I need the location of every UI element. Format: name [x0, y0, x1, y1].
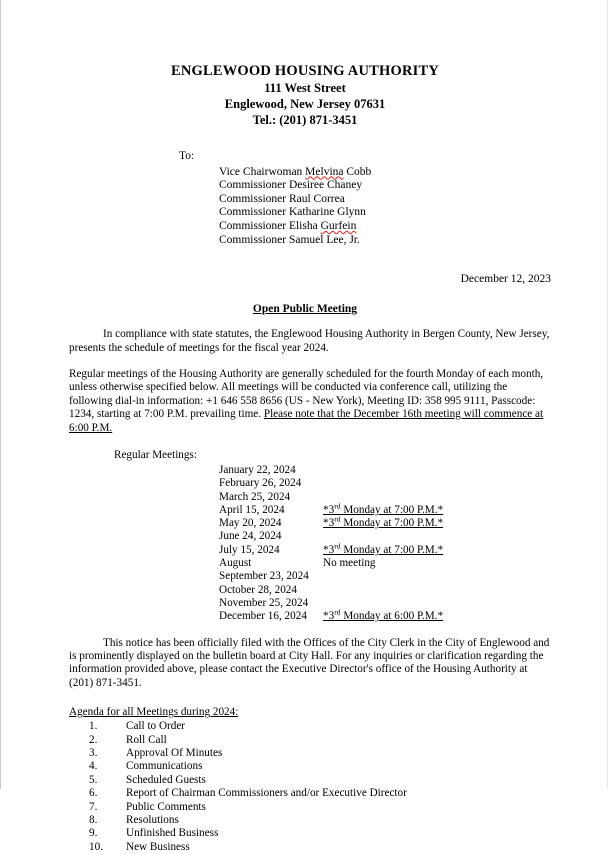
schedule-note-ordinal-suffix: rd — [334, 541, 341, 551]
schedule-note-time: Monday at 7:00 P.M.* — [340, 517, 444, 530]
schedule-note — [323, 477, 443, 490]
agenda-table — [89, 720, 407, 854]
schedule-note-exception — [323, 607, 444, 623]
schedule-date: February 26, 2024 — [219, 477, 302, 490]
schedule-note-prefix: *3 — [323, 503, 335, 516]
schedule-note-exception — [323, 541, 444, 556]
agenda-item-number: 7. — [89, 800, 98, 813]
schedule-row — [219, 544, 443, 557]
agenda-item-label: Scheduled Guests — [126, 773, 206, 786]
agenda-item-number: 10. — [89, 840, 103, 853]
schedule-note-prefix: *3 — [323, 543, 335, 556]
schedule-date: December 16, 2024 — [219, 610, 307, 623]
agenda-item-label: Communications — [126, 760, 203, 773]
agenda-item — [89, 801, 407, 814]
agenda-item — [89, 734, 407, 747]
schedule-note-prefix: *3 — [323, 517, 335, 530]
schedule-note-plain: No meeting — [323, 557, 376, 570]
schedule-note-prefix: *3 — [323, 610, 335, 623]
recipient-name-text: Vice Chairwoman — [219, 165, 306, 178]
agenda-item — [89, 827, 407, 840]
schedule-note-exception — [323, 514, 444, 530]
schedule-date: May 20, 2024 — [219, 517, 282, 530]
document-body — [1, 0, 609, 854]
organization-street: 111 West Street — [264, 81, 346, 95]
schedule-note — [323, 557, 443, 570]
dial-in-text: Regular meetings of the Housing Authority are generally scheduled for the fourth Monday of each month, unless otherwise specified below. All meetings will be conducted via conference call, utilizing the following dial-in information: +1 646 558 8656 (US - New York), Meeting ID: 358 995 9111, Passcode: 1234, starting at 7:00 P.M. prevailing time. — [69, 367, 544, 421]
schedule-note — [323, 491, 443, 504]
schedule-date: July 15, 2024 — [219, 543, 280, 556]
schedule-date: September 23, 2024 — [219, 570, 309, 583]
schedule-row — [219, 570, 443, 583]
schedule-row — [219, 610, 443, 623]
recipient-item — [219, 193, 609, 207]
recipient-name-suffix: Cobb — [343, 165, 372, 178]
schedule-date: October 28, 2024 — [219, 583, 297, 596]
agenda-item-label: Roll Call — [126, 733, 167, 746]
schedule-date: November 25, 2024 — [219, 596, 309, 609]
schedule-note-exception — [323, 501, 444, 516]
schedule-date: April 15, 2024 — [219, 503, 285, 516]
agenda-item-number: 2. — [89, 733, 98, 746]
letter-date: December 12, 2023 — [460, 273, 551, 286]
agenda-item-number: 1. — [89, 720, 98, 733]
recipient-item — [219, 234, 609, 248]
agenda-heading — [69, 706, 609, 718]
recipient-name-text: Commissioner Raul Correa — [219, 192, 345, 205]
schedule-note-time: Monday at 7:00 P.M.* — [340, 543, 444, 556]
recipient-list — [219, 166, 609, 248]
agenda-item-number: 3. — [89, 747, 98, 759]
schedule-note — [323, 607, 444, 623]
recipient-item — [219, 166, 609, 180]
agenda-item-label: Report of Chairman Commissioners and/or Executive Director — [126, 787, 407, 800]
agenda-item — [89, 720, 407, 733]
agenda-item — [89, 814, 407, 827]
agenda-item — [89, 774, 407, 787]
agenda-item — [89, 760, 407, 773]
recipients-block — [1, 150, 609, 247]
schedule-row — [219, 491, 443, 504]
schedule-date: January 22, 2024 — [219, 464, 296, 476]
schedule-row — [219, 464, 443, 477]
agenda-heading-text: Agenda for all Meetings during 2024: — [69, 706, 239, 719]
schedule-label: Regular Meetings: — [114, 449, 197, 461]
schedule-note — [323, 597, 443, 610]
document-title-text: Open Public Meeting — [252, 303, 358, 316]
agenda-item-number: 4. — [89, 760, 98, 773]
schedule-row — [219, 504, 443, 517]
recipient-item — [219, 206, 609, 220]
recipient-name-text: Commissioner Elisha — [219, 219, 321, 232]
schedule-note — [323, 530, 443, 543]
agenda-item-number: 5. — [89, 773, 98, 786]
schedule-note-time: Monday at 6:00 P.M.* — [340, 610, 444, 623]
schedule-row — [219, 557, 443, 570]
schedule-note — [323, 541, 444, 557]
paragraph-dial-in — [69, 368, 551, 435]
paragraph-filing-notice: This notice has been officially filed with the Offices of the City Clerk in the City of Englewood and is prominently displayed on the bulletin board at City Hall. For any inquiries or clarification regarding the information provided above, please contact the Executive Director's office of the Housing Authority at (201) 871-3451. — [69, 636, 550, 689]
agenda-item-number: 6. — [89, 787, 98, 800]
schedule-note-time: Monday at 7:00 P.M.* — [340, 503, 444, 516]
meeting-schedule-table — [219, 464, 443, 624]
recipient-item — [219, 220, 609, 234]
schedule-date: June 24, 2024 — [219, 530, 282, 543]
schedule-note — [323, 501, 444, 517]
meeting-schedule-rows — [219, 464, 443, 624]
organization-city-state-zip: Englewood, New Jersey 07631 — [224, 97, 386, 111]
agenda-item — [89, 747, 407, 760]
agenda-item-number: 8. — [89, 814, 98, 827]
december-notice-underlined: Please note that the December 16th meeting will commence at 6:00 P.M. — [69, 408, 544, 434]
agenda-item-label: New Business — [126, 840, 190, 853]
schedule-row — [219, 597, 443, 610]
schedule-row — [219, 530, 443, 543]
schedule-row — [219, 584, 443, 597]
schedule-date: August — [219, 557, 252, 570]
spellcheck-flagged-word: Melvina — [305, 165, 344, 178]
agenda-rows — [89, 720, 407, 854]
recipient-item — [219, 179, 609, 193]
agenda-item-label: Resolutions — [126, 814, 179, 827]
paragraph-compliance: In compliance with state statutes, the Englewood Housing Authority in Bergen County, New Jersey, presents the schedule of meetings for the fiscal year 2024. — [69, 328, 550, 354]
schedule-note — [323, 584, 443, 597]
agenda-item-label: Public Comments — [126, 800, 206, 813]
recipient-name-text: Commissioner Katharine Glynn — [219, 206, 366, 219]
recipient-name-text: Commissioner Desiree Chaney — [219, 179, 363, 192]
agenda-item-label: Unfinished Business — [126, 827, 219, 840]
recipient-name-text: Commissioner Samuel Lee, Jr. — [219, 233, 360, 246]
schedule-note — [323, 570, 443, 583]
letterhead — [1, 62, 609, 128]
schedule-row — [219, 517, 443, 530]
agenda-item — [89, 787, 407, 800]
to-label: To: — [179, 150, 195, 162]
agenda-item-label: Call to Order — [126, 720, 186, 733]
organization-phone: Tel.: (201) 871-3451 — [252, 113, 358, 127]
schedule-row — [219, 477, 443, 490]
agenda-item-number: 9. — [89, 827, 98, 840]
schedule-note — [323, 464, 443, 477]
spellcheck-flagged-word: Gurfein — [320, 219, 357, 232]
schedule-note-ordinal-suffix: rd — [334, 514, 341, 524]
schedule-date: March 25, 2024 — [219, 490, 291, 503]
agenda-item — [89, 841, 407, 854]
schedule-note-ordinal-suffix: rd — [334, 501, 341, 511]
agenda-item-label: Approval Of Minutes — [126, 747, 223, 759]
schedule-note — [323, 514, 444, 530]
organization-name: ENGLEWOOD HOUSING AUTHORITY — [170, 63, 440, 79]
schedule-note-ordinal-suffix: rd — [334, 607, 341, 617]
document-title — [1, 303, 609, 315]
